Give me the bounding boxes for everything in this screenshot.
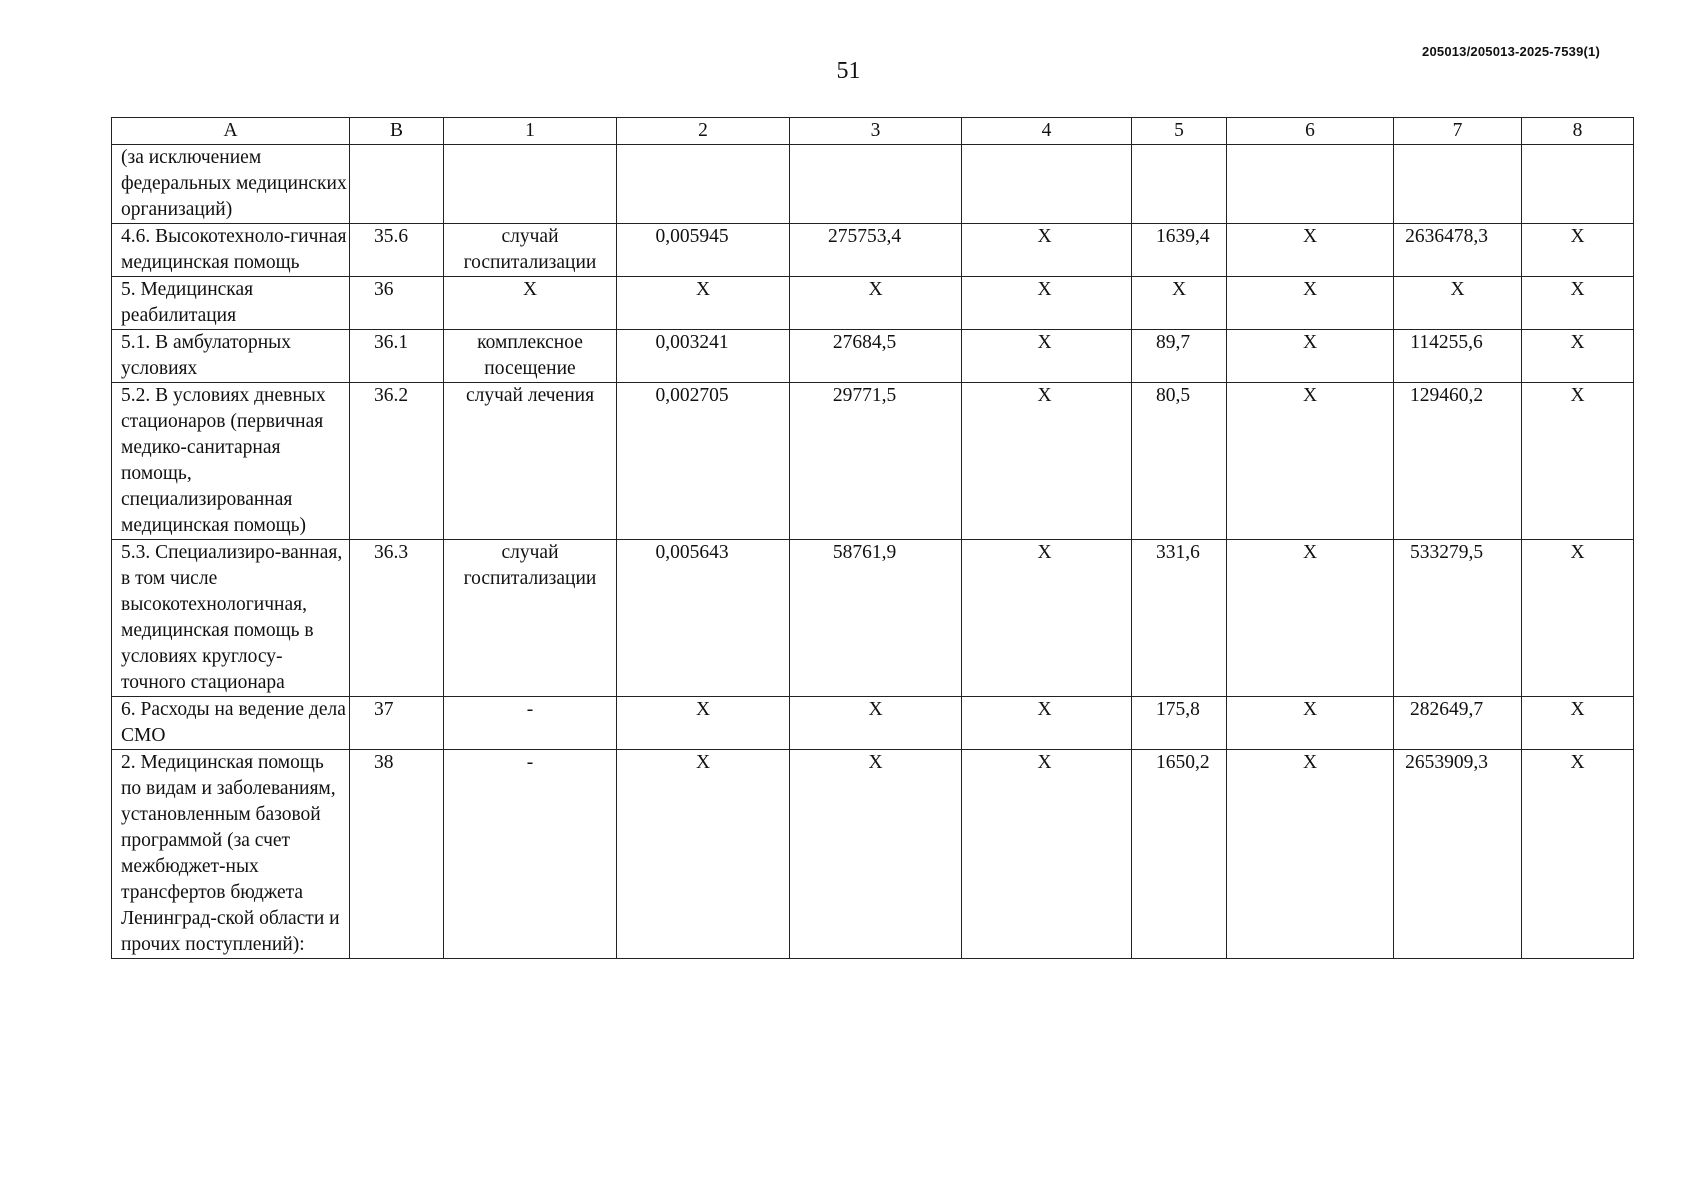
- row-code: 36.3: [350, 540, 444, 697]
- cell-col5: Х: [1132, 277, 1227, 330]
- cell-col3: 27684,5: [790, 330, 962, 383]
- cell-col3: Х: [790, 697, 962, 750]
- cell-col4: Х: [962, 224, 1132, 277]
- cell-col2: 0,002705: [617, 383, 790, 540]
- cell-col5: 80,5: [1132, 383, 1227, 540]
- cell-col4: [962, 145, 1132, 224]
- column-header-b: В: [350, 118, 444, 145]
- cell-col2: [617, 145, 790, 224]
- cell-col5: 331,6: [1132, 540, 1227, 697]
- column-header-1: 1: [444, 118, 617, 145]
- row-unit: [444, 145, 617, 224]
- row-code: 35.6: [350, 224, 444, 277]
- document-id: 205013/205013-2025-7539(1): [1422, 44, 1600, 59]
- cell-col4: Х: [962, 330, 1132, 383]
- row-name: 5.2. В условиях дневных стационаров (первичная медико-санитарная помощь, специализированная медицинская помощь): [112, 383, 350, 540]
- column-header-4: 4: [962, 118, 1132, 145]
- row-name: 5. Медицинская реабилитация: [112, 277, 350, 330]
- data-table: [111, 117, 1634, 959]
- column-header-5: 5: [1132, 118, 1227, 145]
- cell-col3: Х: [790, 750, 962, 959]
- column-header-a: А: [112, 118, 350, 145]
- row-code: 37: [350, 697, 444, 750]
- column-header-8: 8: [1522, 118, 1634, 145]
- row-name: 2. Медицинская помощь по видам и заболеваниям, установленным базовой программой (за счет межбюджет-ных трансфертов бюджета Ленинград-ской области и прочих поступлений):: [112, 750, 350, 959]
- row-unit: комплексное посещение: [444, 330, 617, 383]
- row-unit: случай лечения: [444, 383, 617, 540]
- cell-col8: Х: [1522, 750, 1634, 959]
- row-name: 6. Расходы на ведение дела СМО: [112, 697, 350, 750]
- cell-col7: 114255,6: [1394, 330, 1522, 383]
- table-row: [112, 540, 1634, 697]
- cell-col2: Х: [617, 277, 790, 330]
- column-header-3: 3: [790, 118, 962, 145]
- cell-col7: [1394, 145, 1522, 224]
- cell-col7: 2636478,3: [1394, 224, 1522, 277]
- cell-col5: 1650,2: [1132, 750, 1227, 959]
- table-row: [112, 383, 1634, 540]
- cell-col8: [1522, 145, 1634, 224]
- row-name: 5.3. Специализиро-ванная, в том числе высокотехнологичная, медицинская помощь в условиях круглосу-точного стационара: [112, 540, 350, 697]
- cell-col5: 89,7: [1132, 330, 1227, 383]
- row-unit: -: [444, 697, 617, 750]
- column-header-2: 2: [617, 118, 790, 145]
- cell-col6: Х: [1227, 330, 1394, 383]
- cell-col2: 0,005945: [617, 224, 790, 277]
- cell-col4: Х: [962, 697, 1132, 750]
- cell-col7: 2653909,3: [1394, 750, 1522, 959]
- cell-col6: Х: [1227, 750, 1394, 959]
- row-name: 5.1. В амбулаторных условиях: [112, 330, 350, 383]
- cell-col3: Х: [790, 277, 962, 330]
- cell-col5: 1639,4: [1132, 224, 1227, 277]
- row-code: 36.2: [350, 383, 444, 540]
- cell-col8: Х: [1522, 383, 1634, 540]
- cell-col6: Х: [1227, 697, 1394, 750]
- row-name: 4.6. Высокотехноло-гичная медицинская помощь: [112, 224, 350, 277]
- cell-col2: 0,003241: [617, 330, 790, 383]
- row-unit: Х: [444, 277, 617, 330]
- row-code: 36: [350, 277, 444, 330]
- table-row: [112, 224, 1634, 277]
- cell-col8: Х: [1522, 224, 1634, 277]
- cell-col6: Х: [1227, 540, 1394, 697]
- cell-col2: Х: [617, 697, 790, 750]
- cell-col6: Х: [1227, 224, 1394, 277]
- table-row: [112, 145, 1634, 224]
- cell-col5: [1132, 145, 1227, 224]
- cell-col3: 275753,4: [790, 224, 962, 277]
- cell-col3: 58761,9: [790, 540, 962, 697]
- cell-col3: 29771,5: [790, 383, 962, 540]
- column-header-7: 7: [1394, 118, 1522, 145]
- cell-col4: Х: [962, 383, 1132, 540]
- cell-col6: Х: [1227, 383, 1394, 540]
- cell-col8: Х: [1522, 540, 1634, 697]
- table-row: [112, 750, 1634, 959]
- row-code: 38: [350, 750, 444, 959]
- table-row: [112, 277, 1634, 330]
- cell-col4: Х: [962, 540, 1132, 697]
- table-row: [112, 330, 1634, 383]
- cell-col8: Х: [1522, 277, 1634, 330]
- row-name: (за исключением федеральных медицинских организаций): [112, 145, 350, 224]
- cell-col7: Х: [1394, 277, 1522, 330]
- row-unit: случай госпитализации: [444, 224, 617, 277]
- cell-col5: 175,8: [1132, 697, 1227, 750]
- cell-col8: Х: [1522, 330, 1634, 383]
- cell-col7: 533279,5: [1394, 540, 1522, 697]
- cell-col4: Х: [962, 750, 1132, 959]
- row-code: 36.1: [350, 330, 444, 383]
- cell-col3: [790, 145, 962, 224]
- row-unit: -: [444, 750, 617, 959]
- row-unit: случай госпитализации: [444, 540, 617, 697]
- cell-col6: [1227, 145, 1394, 224]
- column-header-6: 6: [1227, 118, 1394, 145]
- row-code: [350, 145, 444, 224]
- cell-col2: 0,005643: [617, 540, 790, 697]
- cell-col7: 129460,2: [1394, 383, 1522, 540]
- cell-col8: Х: [1522, 697, 1634, 750]
- cell-col7: 282649,7: [1394, 697, 1522, 750]
- cell-col2: Х: [617, 750, 790, 959]
- page-number: 51: [836, 58, 861, 84]
- table-row: [112, 697, 1634, 750]
- cell-col4: Х: [962, 277, 1132, 330]
- header-row: [112, 118, 1634, 145]
- cell-col6: Х: [1227, 277, 1394, 330]
